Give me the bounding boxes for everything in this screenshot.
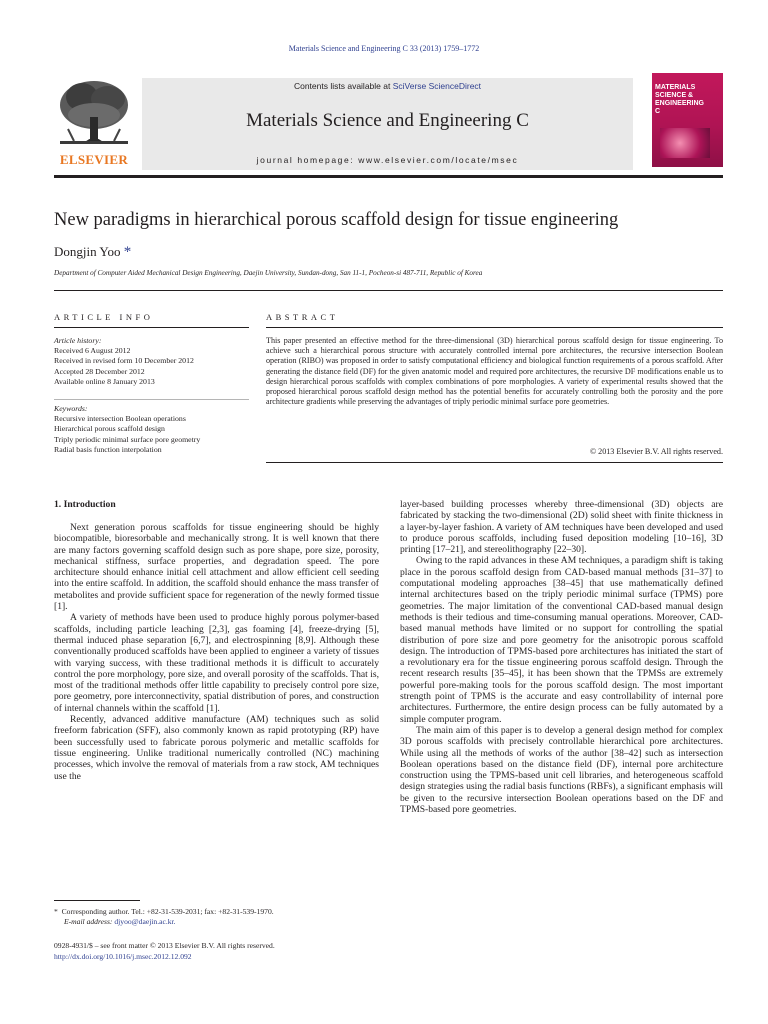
title-divider <box>54 290 723 291</box>
history-item: Available online 8 January 2013 <box>54 376 155 386</box>
cover-title-letter: C <box>655 108 661 115</box>
article-history <box>54 336 249 387</box>
corresponding-author-link[interactable]: * <box>123 244 132 260</box>
cover-title-line: SCIENCE & <box>655 92 694 99</box>
email-link[interactable]: djyoo@daejin.ac.kr. <box>114 917 176 926</box>
elsevier-wordmark: ELSEVIER <box>59 152 129 167</box>
footnote <box>54 907 379 927</box>
history-item: Received in revised form 10 December 2012 <box>54 356 194 366</box>
section-heading-introduction: 1. Introduction <box>54 499 116 510</box>
abstract-copyright: © 2013 Elsevier B.V. All rights reserved. <box>589 447 723 456</box>
author-line <box>54 244 131 261</box>
author-affiliation: Department of Computer Aided Mechanical Design Engineering, Daejin University, Sundan-dong, San 11-1, Pocheon-si 487-711, Republic of Korea <box>54 269 483 277</box>
body-paragraph: The main aim of this paper is to develop a general design method for complex 3D porous scaffolds with precisely controllable hierarchical pore architectures. While using all the methods of works of the author [38–42] such as intersection Boolean operations based on the distance field (DF), internal pore architecture construction using the TPMS-based unit cell libraries, and heterogeneous scaffold design strategies using the radial basis functions (RBFs), a significant emphasis will be given to the recursive intersection Boolean operations based on the DF and TPMS-based pore geometries. <box>400 724 723 816</box>
footnote-line <box>54 907 379 917</box>
abstract-text: This paper presented an effective method for the three-dimensional (3D) hierarchical porous scaffold design for tissue engineering. To achieve such a hierarchical porous structure with accurately controlled internal pore architectures, the recursive intersection Boolean operation (RIBO) was proposed in order to satisfy computational efficiency and biological function requirements of a porous scaffold. After generating the distance field (DF) for the given anatomic model and required pore architectures, the recursive DF modifications enable us to design hierarchical porous scaffolds with complex combinations of pore morphologies. A variety of experimental results showed that the proposed hierarchical porous scaffold design method has the potential benefits for accurately controlling both the porosity and the pore architecture gradients while preserving the advantages of triply periodic minimal surface pore geometries. <box>266 336 723 407</box>
journal-cover-title <box>655 84 721 116</box>
issn-block <box>54 940 379 962</box>
body-paragraph: Owing to the rapid advances in these AM techniques, a paradigm shift is taking place in the porous scaffold design from CAD-based manual methods [31–37] to computational modeling approaches [38–45] that use mathematically defined internal architectures based on the triply periodic minimal surface (TPMS) pore geometries. The major limitation of the conventional CAD-based manual design methods is their tedious and time-consuming manual operations. Moreover, CAD-based manual methods have limited or no support for controlling the spatial distribution of pore size and pore geometry for the anisotropic porous scaffold design. The introduction of TPMS-based pore architectures has initiated the start of a revolutionary era for the tissue engineering porous scaffold design. Through the recent research results [35–45], it has been shown that the TPMSs are extremely powerful pore-making tools for the porous scaffold design. The most important strength point of TPMS is the accurate and easy controllability of internal pore architectures. Furthermore, the entire design process can be fully automated by a simple computer program. <box>400 555 723 725</box>
keywords-label: Keywords: <box>54 404 88 413</box>
author-name: Dongjin Yoo <box>54 244 121 259</box>
article-title: New paradigms in hierarchical porous scaffold design for tissue engineering <box>54 210 619 230</box>
cover-title-line: MATERIALS <box>655 84 696 91</box>
journal-title: Materials Science and Engineering C <box>246 110 529 131</box>
cover-artwork <box>660 128 710 158</box>
body-paragraph: Recently, advanced additive manufacture (AM) techniques such as solid freeform fabrication (SFF), also commonly known as rapid prototyping (RP) have been successfully used to fabricate porous polymeric and metallic scaffolds for tissue engineering. Unlike traditional numerically controlled (NC) machining processes, which involve the removal of materials from a raw stock, AM techniques use the <box>54 714 379 782</box>
keywords-rule <box>54 399 249 400</box>
history-item: Accepted 28 December 2012 <box>54 366 145 376</box>
keyword-item: Recursive intersection Boolean operations <box>54 414 186 424</box>
sciencedirect-link[interactable]: SciVerse ScienceDirect <box>392 81 482 91</box>
history-item: Received 6 August 2012 <box>54 346 131 356</box>
body-paragraph: Next generation porous scaffolds for tissue engineering should be highly biocompatible, bioresorbable and mechanically strong. It is well known that there are many factors governing scaffold design such as pore shape, pore size, porosity, mechanical stiffness, surface properties, and degradation speed. The pore architecture should enhance initial cell attachment and allow efficient cell seeding into the entire scaffold. In addition, the scaffold should enhance the mass transfer of metabolites and provide sufficient space for regeneration of the newly formed tissue [1]. <box>54 522 379 613</box>
body-column-right <box>400 499 723 815</box>
contents-availability <box>142 81 633 91</box>
contents-prefix: Contents lists available at <box>293 81 393 91</box>
abstract-bottom-rule <box>266 462 723 463</box>
history-label: Article history: <box>54 336 102 345</box>
body-column-left <box>54 522 379 782</box>
journal-reference[interactable]: Materials Science and Engineering C 33 (2013) 1759–1772 <box>288 44 480 53</box>
footnote-mark: * <box>54 907 58 916</box>
doi-link[interactable]: http://dx.doi.org/10.1016/j.msec.2012.12.092 <box>54 952 192 961</box>
article-info-heading: ARTICLE INFO <box>54 312 154 322</box>
article-info-rule <box>54 327 249 328</box>
cover-title-line: ENGINEERING <box>655 100 705 107</box>
keywords <box>54 404 249 455</box>
journal-homepage[interactable]: journal homepage: www.elsevier.com/locate/msec <box>256 155 519 165</box>
email-label: E-mail address: <box>64 917 113 926</box>
abstract-rule <box>266 327 723 328</box>
footnote-email-line <box>54 917 379 927</box>
footnote-rule <box>54 900 140 901</box>
abstract-heading: ABSTRACT <box>266 312 339 322</box>
body-paragraph: layer-based building processes whereby three-dimensional (3D) objects are fabricated by stacking the two-dimensional (2D) solid sheet with finite thickness in a layer-by-layer fashion. A variety of AM techniques have been developed and used to produce porous scaffolds, including fused deposition modeling [10–16], 3D printing [17–21], and stereolithography [22–30]. <box>400 499 723 556</box>
header-divider <box>54 175 723 178</box>
body-paragraph: A variety of methods have been used to produce highly porous polymer-based scaffolds, including particle leaching [2,3], gas foaming [4], freeze-drying [5], thermal induced phase separation [6,7], and electrospinning [8,9]. Although these conventionally produced scaffolds have been applied to engineer a variety of tissues with varying success, with these traditional methods it is difficult to accurately control the pore morphology, pore size, and overall porosity of the scaffolds. That is, most of the traditional methods offer little capability to precisely control pore size, pore geometry, pore interconnectivity, spatial distribution of pores, and construction of internal channels within the scaffold [1]. <box>54 612 379 714</box>
keyword-item: Radial basis function interpolation <box>54 444 162 454</box>
footnote-contact: Corresponding author. Tel.: +82-31-539-2031; fax: +82-31-539-1970. <box>61 907 274 916</box>
keyword-item: Triply periodic minimal surface pore geometry <box>54 434 201 444</box>
keyword-item: Hierarchical porous scaffold design <box>54 424 165 434</box>
issn-line: 0928-4931/$ – see front matter © 2013 Elsevier B.V. All rights reserved. <box>54 941 275 950</box>
